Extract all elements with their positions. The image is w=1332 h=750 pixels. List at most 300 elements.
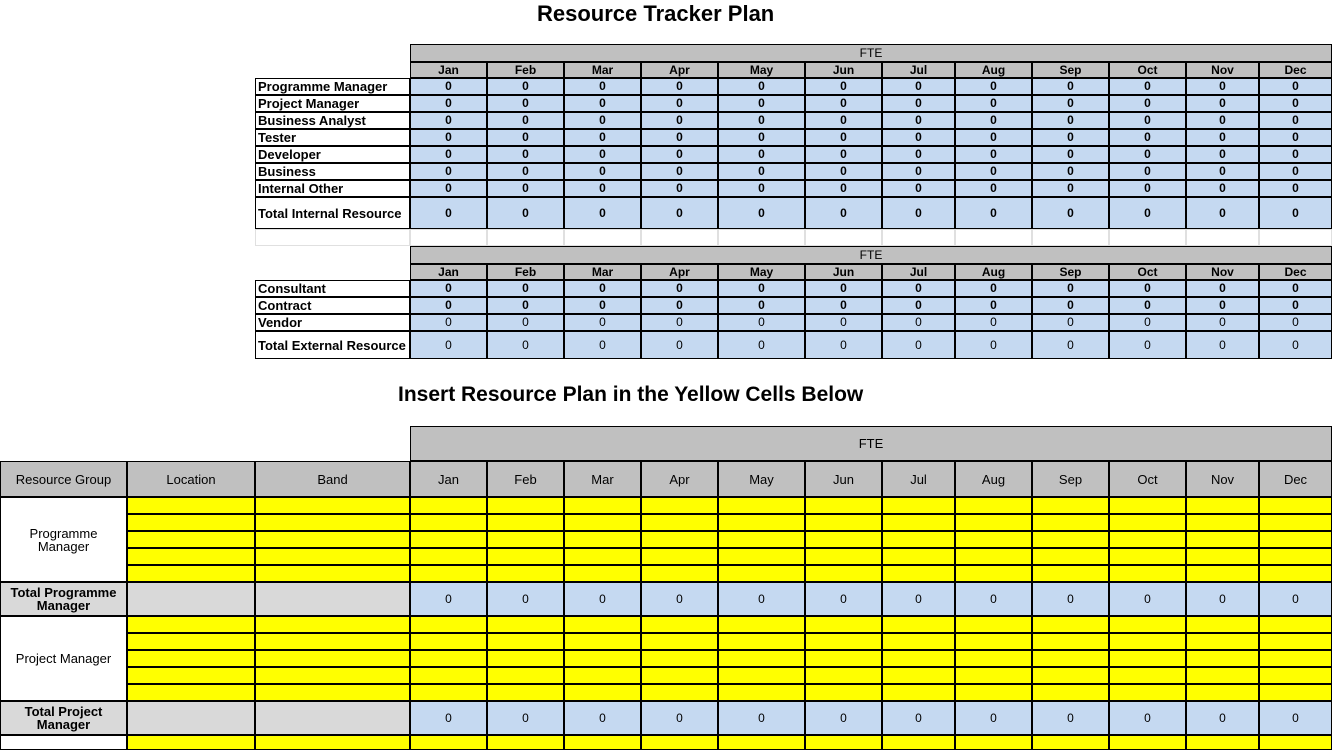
- fte-input[interactable]: [1259, 650, 1332, 667]
- fte-input[interactable]: [1259, 531, 1332, 548]
- fte-input[interactable]: [955, 667, 1032, 684]
- group-name: [0, 735, 127, 750]
- external-value-cell[interactable]: 0: [410, 297, 487, 314]
- band-input[interactable]: [255, 650, 410, 667]
- fte-input[interactable]: [718, 616, 805, 633]
- internal-value-cell[interactable]: 0: [805, 95, 882, 112]
- fte-input[interactable]: [487, 667, 564, 684]
- band-input[interactable]: [255, 548, 410, 565]
- fte-input[interactable]: [487, 684, 564, 701]
- fte-input[interactable]: [1186, 531, 1259, 548]
- external-month-jun: Jun: [805, 264, 882, 280]
- fte-input[interactable]: [487, 497, 564, 514]
- fte-input[interactable]: [564, 548, 641, 565]
- fte-input[interactable]: [882, 684, 955, 701]
- fte-input[interactable]: [487, 565, 564, 582]
- fte-input[interactable]: [410, 735, 487, 750]
- internal-value-cell[interactable]: 0: [487, 129, 564, 146]
- internal-value-cell[interactable]: 0: [805, 78, 882, 95]
- fte-input[interactable]: [641, 616, 718, 633]
- band-input[interactable]: [255, 616, 410, 633]
- external-value-cell[interactable]: 0: [410, 280, 487, 297]
- internal-value-cell[interactable]: 0: [487, 78, 564, 95]
- external-value-cell[interactable]: 0: [1186, 280, 1259, 297]
- fte-input[interactable]: [805, 735, 882, 750]
- external-value-cell[interactable]: 0: [1032, 280, 1109, 297]
- fte-input[interactable]: [882, 531, 955, 548]
- external-value-cell[interactable]: 0: [1259, 297, 1332, 314]
- fte-input[interactable]: [1259, 514, 1332, 531]
- fte-input[interactable]: [718, 514, 805, 531]
- internal-value-cell[interactable]: 0: [882, 95, 955, 112]
- group-total-cell: 0: [955, 701, 1032, 735]
- fte-input[interactable]: [955, 565, 1032, 582]
- location-input[interactable]: [127, 650, 255, 667]
- fte-input[interactable]: [410, 616, 487, 633]
- fte-input[interactable]: [1259, 565, 1332, 582]
- internal-value-cell[interactable]: 0: [805, 146, 882, 163]
- fte-input[interactable]: [882, 633, 955, 650]
- group-total-label: Total Programme Manager: [0, 582, 127, 616]
- fte-input[interactable]: [410, 650, 487, 667]
- fte-input[interactable]: [641, 548, 718, 565]
- fte-input[interactable]: [718, 684, 805, 701]
- fte-input[interactable]: [882, 497, 955, 514]
- location-input[interactable]: [127, 633, 255, 650]
- fte-input[interactable]: [718, 548, 805, 565]
- fte-input[interactable]: [564, 650, 641, 667]
- internal-value-cell[interactable]: 0: [718, 112, 805, 129]
- fte-input[interactable]: [955, 650, 1032, 667]
- external-value-cell[interactable]: 0: [1109, 297, 1186, 314]
- internal-value-cell[interactable]: 0: [955, 146, 1032, 163]
- band-input[interactable]: [255, 497, 410, 514]
- location-input[interactable]: [127, 667, 255, 684]
- fte-input[interactable]: [1109, 565, 1186, 582]
- external-value-cell[interactable]: 0: [1032, 314, 1109, 331]
- internal-value-cell[interactable]: 0: [641, 146, 718, 163]
- location-input[interactable]: [127, 514, 255, 531]
- fte-input[interactable]: [641, 565, 718, 582]
- internal-value-cell[interactable]: 0: [641, 78, 718, 95]
- fte-input[interactable]: [410, 531, 487, 548]
- external-value-cell[interactable]: 0: [564, 280, 641, 297]
- band-input[interactable]: [255, 565, 410, 582]
- internal-value-cell[interactable]: 0: [641, 180, 718, 197]
- fte-input[interactable]: [1032, 684, 1109, 701]
- band-input[interactable]: [255, 684, 410, 701]
- fte-input[interactable]: [1032, 514, 1109, 531]
- fte-input[interactable]: [955, 531, 1032, 548]
- fte-input[interactable]: [1109, 667, 1186, 684]
- internal-value-cell[interactable]: 0: [1032, 163, 1109, 180]
- fte-input[interactable]: [1109, 633, 1186, 650]
- internal-value-cell[interactable]: 0: [882, 163, 955, 180]
- fte-input[interactable]: [1032, 650, 1109, 667]
- internal-value-cell[interactable]: 0: [410, 112, 487, 129]
- fte-input[interactable]: [487, 616, 564, 633]
- fte-input[interactable]: [805, 616, 882, 633]
- fte-input[interactable]: [564, 565, 641, 582]
- fte-input[interactable]: [410, 548, 487, 565]
- internal-value-cell[interactable]: 0: [564, 129, 641, 146]
- external-total-cell: 0: [564, 331, 641, 359]
- fte-input[interactable]: [805, 667, 882, 684]
- fte-input[interactable]: [641, 667, 718, 684]
- internal-value-cell[interactable]: 0: [1259, 146, 1332, 163]
- fte-input[interactable]: [641, 650, 718, 667]
- fte-input[interactable]: [805, 531, 882, 548]
- fte-input[interactable]: [882, 735, 955, 750]
- fte-input[interactable]: [1032, 616, 1109, 633]
- fte-input[interactable]: [641, 531, 718, 548]
- fte-input[interactable]: [718, 531, 805, 548]
- external-value-cell[interactable]: 0: [882, 297, 955, 314]
- fte-input[interactable]: [718, 565, 805, 582]
- internal-value-cell[interactable]: 0: [410, 129, 487, 146]
- fte-input[interactable]: [805, 650, 882, 667]
- internal-value-cell[interactable]: 0: [564, 163, 641, 180]
- internal-value-cell[interactable]: 0: [564, 78, 641, 95]
- external-value-cell[interactable]: 0: [564, 314, 641, 331]
- fte-input[interactable]: [955, 735, 1032, 750]
- internal-value-cell[interactable]: 0: [882, 112, 955, 129]
- internal-value-cell[interactable]: 0: [882, 180, 955, 197]
- band-input[interactable]: [255, 735, 410, 750]
- fte-input[interactable]: [1259, 497, 1332, 514]
- internal-value-cell[interactable]: 0: [1259, 180, 1332, 197]
- fte-input[interactable]: [564, 531, 641, 548]
- external-value-cell[interactable]: 0: [718, 314, 805, 331]
- internal-value-cell[interactable]: 0: [487, 180, 564, 197]
- internal-value-cell[interactable]: 0: [805, 180, 882, 197]
- fte-input[interactable]: [955, 616, 1032, 633]
- internal-value-cell[interactable]: 0: [410, 78, 487, 95]
- fte-input[interactable]: [1259, 667, 1332, 684]
- internal-total-cell: 0: [487, 197, 564, 229]
- internal-value-cell[interactable]: 0: [1259, 163, 1332, 180]
- fte-input[interactable]: [410, 667, 487, 684]
- fte-input[interactable]: [641, 684, 718, 701]
- fte-input[interactable]: [1109, 497, 1186, 514]
- internal-value-cell[interactable]: 0: [410, 95, 487, 112]
- external-total-cell: 0: [641, 331, 718, 359]
- external-value-cell[interactable]: 0: [641, 280, 718, 297]
- internal-month-may: May: [718, 62, 805, 78]
- fte-input[interactable]: [564, 684, 641, 701]
- internal-value-cell[interactable]: 0: [1032, 112, 1109, 129]
- external-total-cell: 0: [1259, 331, 1332, 359]
- band-input[interactable]: [255, 531, 410, 548]
- fte-input[interactable]: [1109, 531, 1186, 548]
- fte-input[interactable]: [882, 565, 955, 582]
- fte-input[interactable]: [1186, 497, 1259, 514]
- internal-value-cell[interactable]: 0: [1109, 112, 1186, 129]
- fte-input[interactable]: [410, 565, 487, 582]
- external-total-cell: 0: [805, 331, 882, 359]
- internal-value-cell[interactable]: 0: [1259, 129, 1332, 146]
- internal-value-cell[interactable]: 0: [487, 146, 564, 163]
- internal-value-cell[interactable]: 0: [564, 146, 641, 163]
- internal-value-cell[interactable]: 0: [1186, 146, 1259, 163]
- external-value-cell[interactable]: 0: [487, 314, 564, 331]
- fte-input[interactable]: [1109, 684, 1186, 701]
- fte-input[interactable]: [410, 497, 487, 514]
- internal-value-cell[interactable]: 0: [1186, 163, 1259, 180]
- spacer-cell: [564, 229, 641, 246]
- internal-value-cell[interactable]: 0: [718, 180, 805, 197]
- plan-month-feb: Feb: [487, 461, 564, 497]
- internal-value-cell[interactable]: 0: [410, 180, 487, 197]
- fte-input[interactable]: [805, 497, 882, 514]
- external-value-cell[interactable]: 0: [955, 280, 1032, 297]
- fte-input[interactable]: [882, 650, 955, 667]
- internal-value-cell[interactable]: 0: [955, 180, 1032, 197]
- band-input[interactable]: [255, 633, 410, 650]
- fte-input[interactable]: [1259, 616, 1332, 633]
- internal-value-cell[interactable]: 0: [718, 78, 805, 95]
- spacer-cell: [882, 229, 955, 246]
- location-input[interactable]: [127, 497, 255, 514]
- internal-value-cell[interactable]: 0: [1109, 129, 1186, 146]
- fte-input[interactable]: [1186, 616, 1259, 633]
- band-input[interactable]: [255, 514, 410, 531]
- external-value-cell[interactable]: 0: [1259, 280, 1332, 297]
- group-total-cell: 0: [718, 582, 805, 616]
- internal-value-cell[interactable]: 0: [718, 95, 805, 112]
- internal-value-cell[interactable]: 0: [641, 112, 718, 129]
- internal-value-cell[interactable]: 0: [410, 163, 487, 180]
- external-value-cell[interactable]: 0: [1259, 314, 1332, 331]
- fte-input[interactable]: [718, 735, 805, 750]
- fte-input[interactable]: [1186, 633, 1259, 650]
- external-value-cell[interactable]: 0: [487, 280, 564, 297]
- fte-input[interactable]: [487, 650, 564, 667]
- group-total-cell: 0: [805, 701, 882, 735]
- fte-input[interactable]: [564, 735, 641, 750]
- internal-value-cell[interactable]: 0: [1109, 180, 1186, 197]
- external-value-cell[interactable]: 0: [882, 280, 955, 297]
- internal-value-cell[interactable]: 0: [1259, 95, 1332, 112]
- internal-value-cell[interactable]: 0: [1259, 112, 1332, 129]
- internal-value-cell[interactable]: 0: [1186, 95, 1259, 112]
- fte-input[interactable]: [718, 667, 805, 684]
- internal-value-cell[interactable]: 0: [805, 112, 882, 129]
- internal-value-cell[interactable]: 0: [487, 112, 564, 129]
- fte-input[interactable]: [882, 514, 955, 531]
- internal-value-cell[interactable]: 0: [1032, 180, 1109, 197]
- fte-input[interactable]: [641, 497, 718, 514]
- external-value-cell[interactable]: 0: [955, 314, 1032, 331]
- fte-input[interactable]: [955, 548, 1032, 565]
- fte-input[interactable]: [955, 497, 1032, 514]
- fte-input[interactable]: [641, 514, 718, 531]
- internal-row-label: Business Analyst: [255, 112, 410, 129]
- fte-input[interactable]: [1259, 684, 1332, 701]
- fte-input[interactable]: [410, 684, 487, 701]
- internal-value-cell[interactable]: 0: [805, 163, 882, 180]
- fte-input[interactable]: [955, 633, 1032, 650]
- fte-input[interactable]: [1032, 667, 1109, 684]
- fte-input[interactable]: [564, 514, 641, 531]
- external-value-cell[interactable]: 0: [805, 314, 882, 331]
- fte-input[interactable]: [882, 667, 955, 684]
- external-value-cell[interactable]: 0: [641, 297, 718, 314]
- external-value-cell[interactable]: 0: [955, 297, 1032, 314]
- internal-value-cell[interactable]: 0: [410, 146, 487, 163]
- fte-input[interactable]: [1109, 548, 1186, 565]
- internal-value-cell[interactable]: 0: [641, 163, 718, 180]
- external-value-cell[interactable]: 0: [1032, 297, 1109, 314]
- fte-input[interactable]: [487, 633, 564, 650]
- fte-input[interactable]: [1186, 548, 1259, 565]
- internal-value-cell[interactable]: 0: [564, 180, 641, 197]
- internal-value-cell[interactable]: 0: [1186, 180, 1259, 197]
- fte-input[interactable]: [1032, 565, 1109, 582]
- internal-value-cell[interactable]: 0: [882, 146, 955, 163]
- plan-month-jan: Jan: [410, 461, 487, 497]
- external-value-cell[interactable]: 0: [1109, 280, 1186, 297]
- external-value-cell[interactable]: 0: [805, 297, 882, 314]
- fte-input[interactable]: [1186, 650, 1259, 667]
- fte-input[interactable]: [1032, 548, 1109, 565]
- fte-input[interactable]: [718, 633, 805, 650]
- internal-value-cell[interactable]: 0: [1259, 78, 1332, 95]
- internal-total-cell: 0: [1259, 197, 1332, 229]
- fte-input[interactable]: [410, 514, 487, 531]
- fte-input[interactable]: [805, 565, 882, 582]
- internal-value-cell[interactable]: 0: [882, 129, 955, 146]
- fte-input[interactable]: [1186, 667, 1259, 684]
- external-value-cell[interactable]: 0: [805, 280, 882, 297]
- internal-value-cell[interactable]: 0: [641, 129, 718, 146]
- fte-input[interactable]: [564, 497, 641, 514]
- external-value-cell[interactable]: 0: [410, 314, 487, 331]
- fte-input[interactable]: [1186, 565, 1259, 582]
- fte-input[interactable]: [1186, 735, 1259, 750]
- band-input[interactable]: [255, 667, 410, 684]
- fte-input[interactable]: [805, 684, 882, 701]
- external-value-cell[interactable]: 0: [882, 314, 955, 331]
- internal-value-cell[interactable]: 0: [1109, 146, 1186, 163]
- external-month-may: May: [718, 264, 805, 280]
- fte-input[interactable]: [718, 497, 805, 514]
- internal-value-cell[interactable]: 0: [1032, 146, 1109, 163]
- fte-input[interactable]: [564, 633, 641, 650]
- external-fte-header: FTE: [410, 246, 1332, 264]
- fte-input[interactable]: [1259, 735, 1332, 750]
- fte-input[interactable]: [1032, 735, 1109, 750]
- internal-value-cell[interactable]: 0: [955, 163, 1032, 180]
- internal-value-cell[interactable]: 0: [1109, 78, 1186, 95]
- internal-value-cell[interactable]: 0: [955, 112, 1032, 129]
- fte-input[interactable]: [487, 548, 564, 565]
- internal-value-cell[interactable]: 0: [641, 95, 718, 112]
- internal-value-cell[interactable]: 0: [955, 78, 1032, 95]
- internal-value-cell[interactable]: 0: [718, 129, 805, 146]
- spacer-cell: [718, 229, 805, 246]
- external-value-cell[interactable]: 0: [1186, 297, 1259, 314]
- location-input[interactable]: [127, 548, 255, 565]
- internal-value-cell[interactable]: 0: [564, 112, 641, 129]
- group-total-cell: 0: [1259, 582, 1332, 616]
- internal-value-cell[interactable]: 0: [1032, 129, 1109, 146]
- internal-value-cell[interactable]: 0: [1109, 163, 1186, 180]
- fte-input[interactable]: [955, 684, 1032, 701]
- fte-input[interactable]: [805, 633, 882, 650]
- external-value-cell[interactable]: 0: [718, 297, 805, 314]
- fte-input[interactable]: [410, 633, 487, 650]
- fte-input[interactable]: [487, 514, 564, 531]
- internal-value-cell[interactable]: 0: [1109, 95, 1186, 112]
- internal-value-cell[interactable]: 0: [718, 163, 805, 180]
- internal-month-apr: Apr: [641, 62, 718, 78]
- internal-value-cell[interactable]: 0: [955, 129, 1032, 146]
- external-value-cell[interactable]: 0: [1109, 314, 1186, 331]
- internal-value-cell[interactable]: 0: [1186, 129, 1259, 146]
- fte-input[interactable]: [1109, 735, 1186, 750]
- fte-input[interactable]: [487, 735, 564, 750]
- external-value-cell[interactable]: 0: [641, 314, 718, 331]
- fte-input[interactable]: [564, 667, 641, 684]
- location-input[interactable]: [127, 616, 255, 633]
- fte-input[interactable]: [1259, 633, 1332, 650]
- fte-input[interactable]: [1109, 616, 1186, 633]
- internal-value-cell[interactable]: 0: [1032, 95, 1109, 112]
- fte-input[interactable]: [1109, 514, 1186, 531]
- internal-value-cell[interactable]: 0: [564, 95, 641, 112]
- external-value-cell[interactable]: 0: [718, 280, 805, 297]
- fte-input[interactable]: [882, 616, 955, 633]
- fte-input[interactable]: [805, 514, 882, 531]
- external-value-cell[interactable]: 0: [487, 297, 564, 314]
- external-value-cell[interactable]: 0: [1186, 314, 1259, 331]
- fte-input[interactable]: [805, 548, 882, 565]
- fte-input[interactable]: [1186, 514, 1259, 531]
- fte-input[interactable]: [564, 616, 641, 633]
- fte-input[interactable]: [1032, 633, 1109, 650]
- location-input[interactable]: [127, 531, 255, 548]
- fte-input[interactable]: [641, 735, 718, 750]
- internal-value-cell[interactable]: 0: [805, 129, 882, 146]
- internal-value-cell[interactable]: 0: [1186, 112, 1259, 129]
- external-value-cell[interactable]: 0: [564, 297, 641, 314]
- internal-value-cell[interactable]: 0: [1032, 78, 1109, 95]
- fte-input[interactable]: [1032, 531, 1109, 548]
- fte-input[interactable]: [1186, 684, 1259, 701]
- fte-input[interactable]: [487, 531, 564, 548]
- internal-value-cell[interactable]: 0: [1186, 78, 1259, 95]
- spacer-cell: [1186, 229, 1259, 246]
- internal-value-cell[interactable]: 0: [882, 78, 955, 95]
- internal-value-cell[interactable]: 0: [487, 163, 564, 180]
- fte-input[interactable]: [1109, 650, 1186, 667]
- internal-value-cell[interactable]: 0: [487, 95, 564, 112]
- fte-input[interactable]: [1259, 548, 1332, 565]
- group-total-cell: 0: [1109, 701, 1186, 735]
- fte-input[interactable]: [1032, 497, 1109, 514]
- fte-input[interactable]: [718, 650, 805, 667]
- internal-value-cell[interactable]: 0: [718, 146, 805, 163]
- spacer-cell: [410, 229, 487, 246]
- fte-input[interactable]: [641, 633, 718, 650]
- internal-value-cell[interactable]: 0: [955, 95, 1032, 112]
- location-input[interactable]: [127, 565, 255, 582]
- fte-input[interactable]: [882, 548, 955, 565]
- location-input[interactable]: [127, 735, 255, 750]
- fte-input[interactable]: [955, 514, 1032, 531]
- location-input[interactable]: [127, 684, 255, 701]
